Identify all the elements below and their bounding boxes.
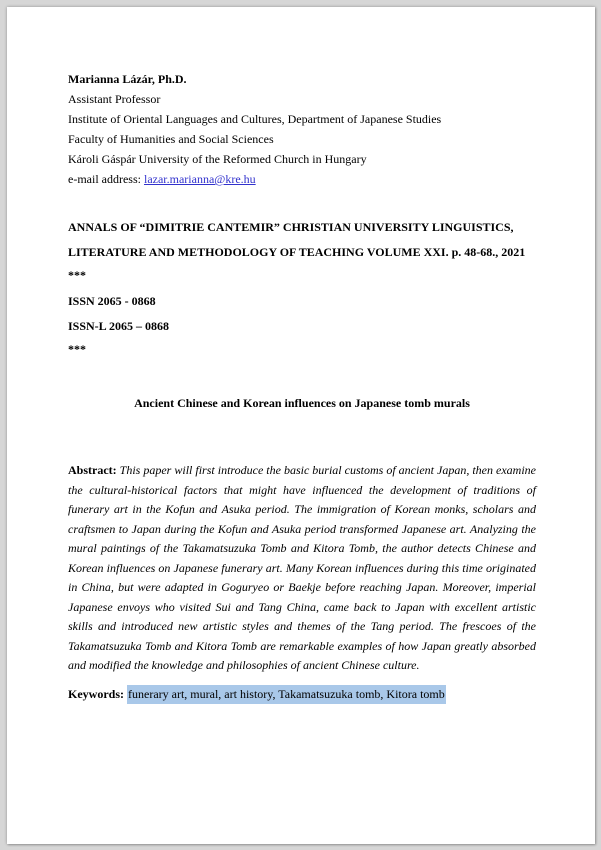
document-page	[7, 7, 595, 844]
author-faculty: Faculty of Humanities and Social Sciences	[68, 132, 274, 146]
keywords-highlighted-text: funerary art, mural, art history, Takamatsuzuka tomb, Kitora tomb	[127, 685, 446, 704]
author-role: Assistant Professor	[68, 92, 161, 106]
abstract-text: This paper will first introduce the basic burial customs of ancient Japan, then examine the cultural-historical factors that might have influenced the development of traditions of funerary art in the Kofun and Asuka period. The immigration of Korean monks, scholars and craftsmen to Japan during the Kofun and Asuka period transformed Japanese art. Analyzing the mural paintings of the Takamatsuzuka Tomb and Kitora Tomb, the author detects Chinese and Korean influences on Japanese funerary art. Many Korean influences during this time originated in China, but were adapted in Goguryeo or Baekje before reaching Japan. Moreover, imperial Japanese envoys who visited Sui and Tang China, came back to Japan with excellent artistic skills and introduced new artistic styles and themes of the Tang period. The frescoes of the Takamatsuzuka Tomb and Kitora Tomb are remarkable examples of how Japan greatly absorbed and modified the knowledge and philosophies of ancient Chinese culture.	[68, 463, 536, 672]
journal-line-1: ANNALS OF “DIMITRIE CANTEMIR” CHRISTIAN UNIVERSITY LINGUISTICS,	[68, 220, 514, 234]
abstract-label: Abstract:	[68, 463, 117, 477]
email-label: e-mail address:	[68, 172, 141, 186]
journal-block	[68, 215, 536, 265]
abstract-paragraph	[68, 461, 536, 676]
journal-line-2: LITERATURE AND METHODOLOGY OF TEACHING VOLUME XXI. p. 48-68., 2021	[68, 245, 526, 259]
author-name: Marianna Lázár, Ph.D.	[68, 72, 187, 86]
keywords-label: Keywords:	[68, 686, 124, 701]
article-title: Ancient Chinese and Korean influences on Japanese tomb murals	[134, 396, 470, 410]
keywords-line	[68, 684, 536, 704]
divider-asterisks-1: ***	[68, 268, 86, 282]
issn-block	[68, 289, 536, 339]
author-university: Károli Gáspár University of the Reformed Church in Hungary	[68, 152, 367, 166]
author-email-line	[68, 169, 536, 189]
author-block	[68, 69, 536, 189]
email-link[interactable]: lazar.marianna@kre.hu	[143, 172, 256, 186]
issn-line: ISSN 2065 - 0868	[68, 294, 156, 308]
issn-l-line: ISSN-L 2065 – 0868	[68, 319, 170, 333]
author-institute: Institute of Oriental Languages and Cultures, Department of Japanese Studies	[68, 112, 442, 126]
divider-asterisks-2: ***	[68, 342, 86, 356]
